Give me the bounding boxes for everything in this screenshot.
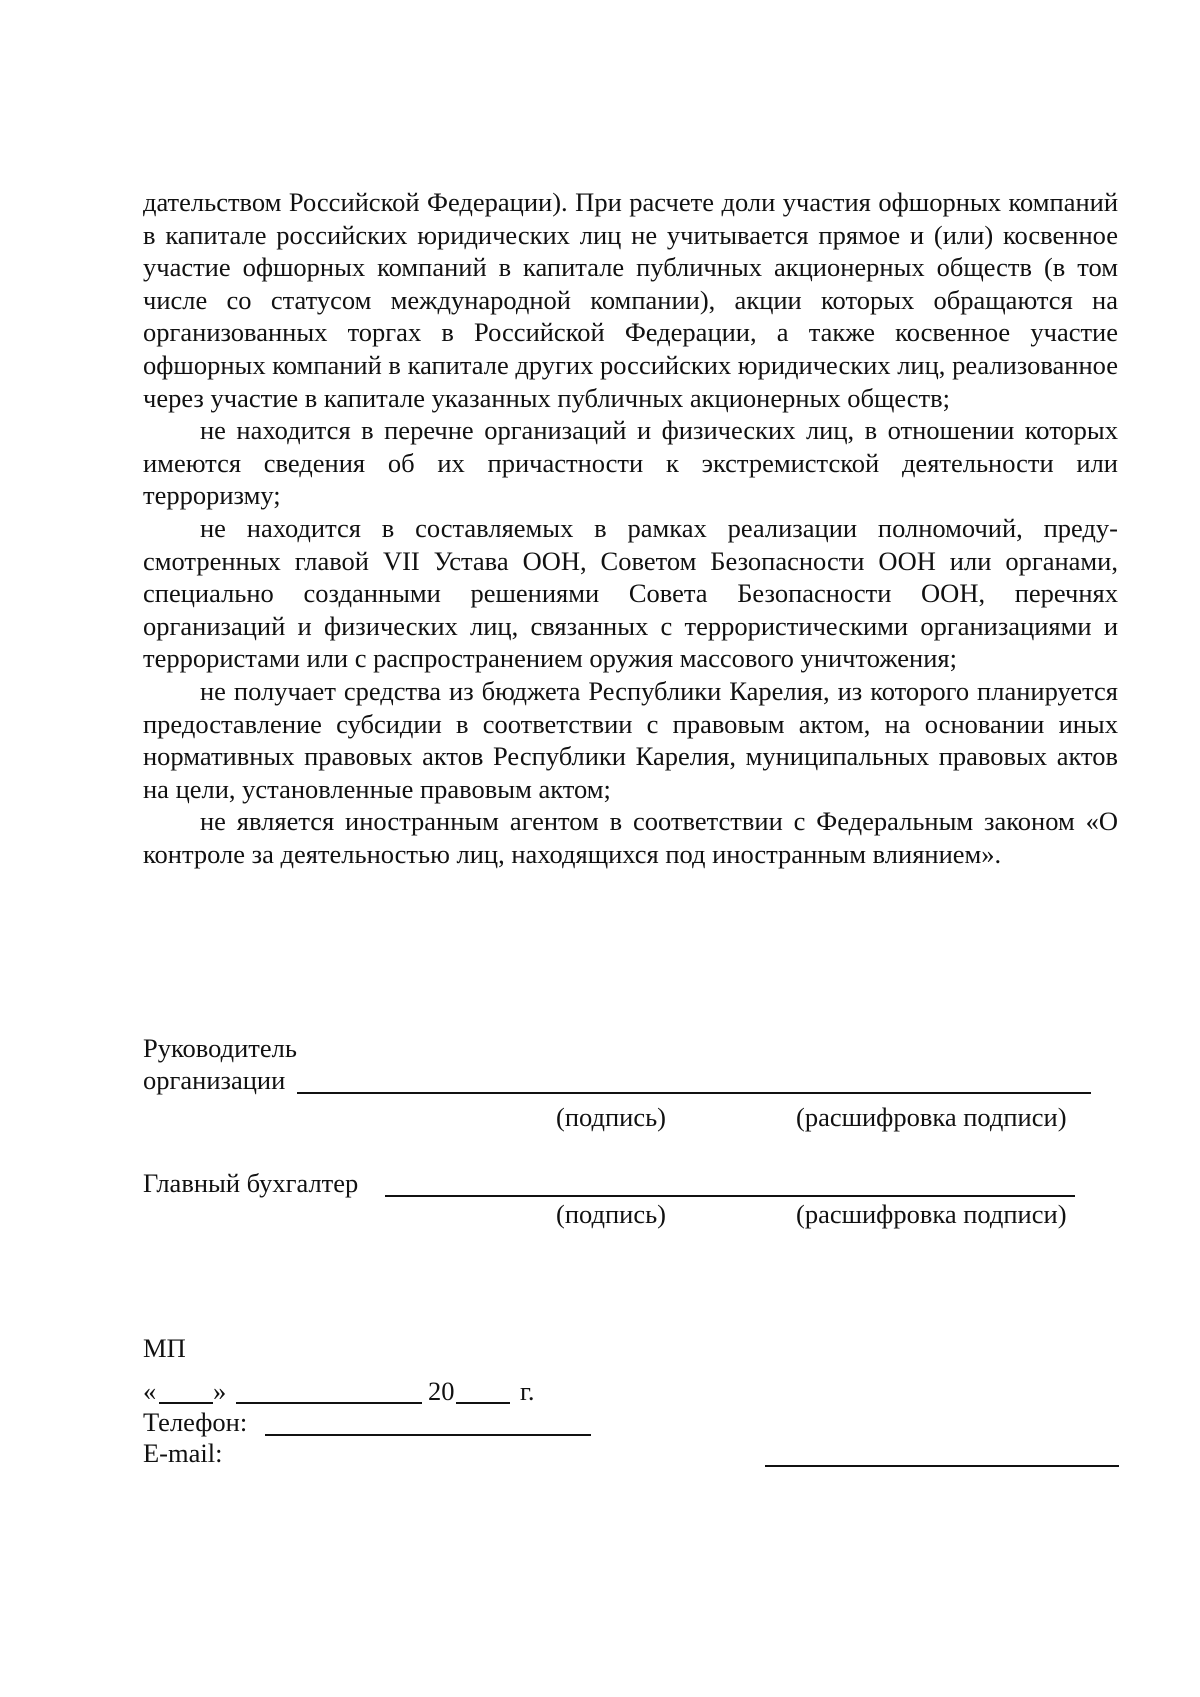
phone-label: Телефон: xyxy=(143,1407,248,1437)
accountant-decode-caption: (расшифровка подписи) xyxy=(796,1199,1067,1229)
stamp-label: МП xyxy=(143,1333,186,1363)
phone-line xyxy=(265,1434,591,1436)
paragraph-not-foreign-agent: не является иностранным агентом в соответствии с Федеральным законом «О контроле за деятельностью лиц, находящихся под иностранным влиянием». xyxy=(143,806,1118,869)
head-decode-caption: (расшифровка подписи) xyxy=(796,1102,1067,1132)
date-day-line xyxy=(159,1402,213,1404)
date-year-line xyxy=(456,1402,510,1404)
head-signature-caption: (подпись) xyxy=(556,1102,667,1132)
email-label: E-mail: xyxy=(143,1438,223,1468)
email-line xyxy=(765,1465,1119,1467)
document-body xyxy=(143,186,1118,870)
paragraph-not-in-extremist-list: не находится в перечне организаций и физических лиц, в отношении которых имеются сведения об их причастности к экстремистской деятельности или терроризму; xyxy=(143,415,1118,511)
date-open-quote: « xyxy=(143,1376,157,1406)
paragraph-not-in-un-lists: не находится в составляемых в рамках реализации полномочий, предусмотренных главой VII Устава ООН, Советом Безопасности ООН или органами, специально созданными решениями Совета Безопасности ООН, перечнях организаций и физических лиц, связанных с террористическими организациями и террористами или с распространением оружия массового уничтожения; xyxy=(143,512,1118,674)
date-month-line xyxy=(236,1402,422,1404)
date-close-quote: » xyxy=(213,1376,227,1406)
accountant-signature-line xyxy=(385,1195,1075,1197)
date-year-prefix: 20 xyxy=(428,1376,455,1406)
date-year-suffix: г. xyxy=(520,1376,535,1406)
paragraph-continuation: дательством Российской Федерации). При расчете доли участия офшорных компаний в капитале российских юридических лиц не учитывается прямое и (или) косвенное участие офшорных компаний в капитале публичных акционерных обществ (в том числе со статусом международной компании), акции которых обращаются на организованных торгах в Российской Федерации, а также косвенное участие офшорных компаний в капитале других российских юридических лиц, реализованное через участие в капитале указанных публичных акционерных обществ; xyxy=(143,187,1118,413)
head-signature-line xyxy=(297,1092,1091,1094)
accountant-label: Главный бухгалтер xyxy=(143,1168,359,1198)
paragraph-no-budget-funds: не получает средства из бюджета Республики Карелия, из которого планируется предоставление субсидии в соответствии с правовым актом, на основании иных нормативных правовых актов Республики Карелия, муниципальных правовых актов на цели, установленные правовым актом; xyxy=(143,675,1118,804)
head-label-line1: Руководитель xyxy=(143,1033,297,1063)
head-label-line2: организации xyxy=(143,1065,286,1095)
accountant-signature-caption: (подпись) xyxy=(556,1199,667,1229)
